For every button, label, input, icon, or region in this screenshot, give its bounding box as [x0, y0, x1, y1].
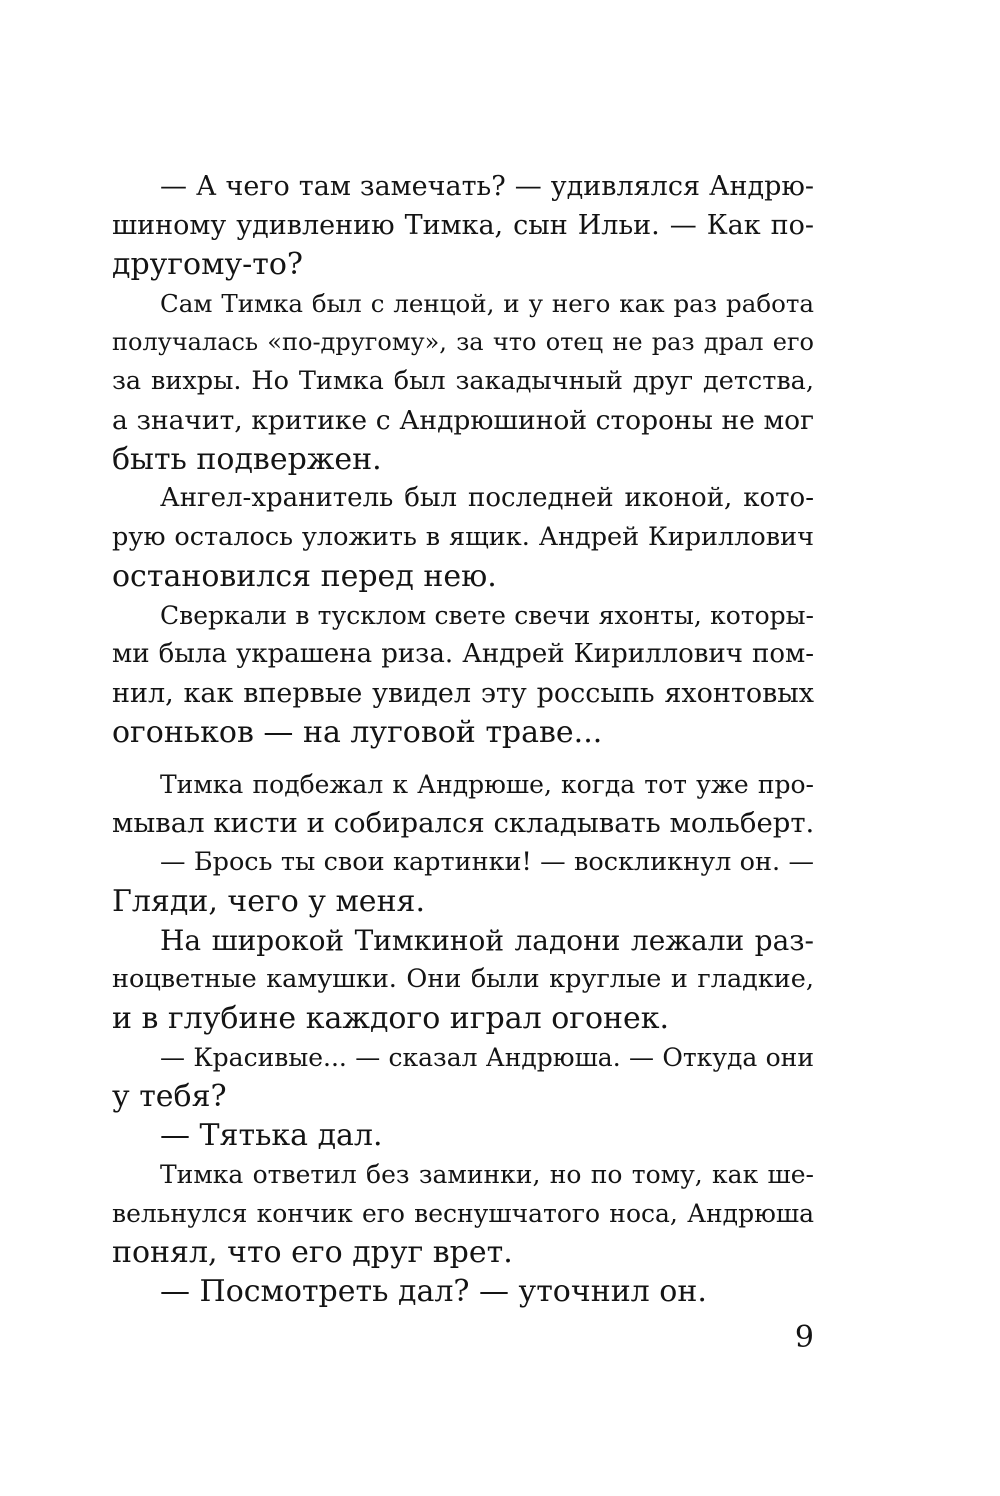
text-line: — А чего там замечать? — удивлялся Андрю-: [160, 171, 814, 202]
text-line: получалась «по-другому», за что отец не раз драл его: [112, 328, 814, 356]
text-section-2: [112, 765, 814, 1311]
text-line: за вихры. Но Тимка был закадычный друг детства,: [112, 366, 814, 396]
text-line: Сам Тимка был с ленцой, и у него как раз работа: [160, 289, 814, 318]
text-line: рую осталось уложить в ящик. Андрей Кириллович: [112, 522, 814, 552]
text-line: огоньков — на луговой траве...: [112, 715, 603, 750]
text-line: — Брось ты свои картинки! — воскликнул он. —: [160, 847, 814, 877]
text-line: ноцветные камушки. Они были круглые и гладкие,: [112, 964, 814, 994]
text-line: а значит, критике с Андрюшиной стороны не мог: [112, 405, 814, 436]
text-line: Ангел-хранитель был последней иконой, кото-: [160, 483, 814, 513]
text-line: Тимка подбежал к Андрюше, когда тот уже про-: [160, 770, 814, 799]
text-line: шиному удивлению Тимка, сын Ильи. — Как по-: [112, 210, 814, 241]
text-line: — Тятька дал.: [160, 1118, 383, 1153]
text-line: — Посмотреть дал? — уточнил он.: [160, 1274, 707, 1309]
text-line: Гляди, чего у меня.: [112, 884, 426, 919]
text-line: и в глубине каждого играл огонек.: [112, 1001, 670, 1036]
text-line: нил, как впервые увидел эту россыпь яхонтовых: [112, 678, 814, 709]
text-line: понял, что его друг врет.: [112, 1235, 513, 1270]
text-line: — Красивые... — сказал Андрюша. — Откуда они: [160, 1043, 814, 1072]
text-line: Тимка ответил без заминки, но по тому, как ше-: [160, 1160, 814, 1189]
text-line: вельнулся кончик его веснушчатого носа, Андрюша: [112, 1199, 814, 1228]
text-line: мывал кисти и собирался складывать мольберт.: [112, 807, 815, 839]
text-line: ми была украшена риза. Андрей Кириллович пом-: [112, 639, 814, 669]
text-line: быть подвержен.: [112, 442, 382, 477]
page-number: 9: [794, 1320, 814, 1355]
text-line: Сверкали в тусклом свете свечи яхонты, которы-: [160, 601, 814, 630]
text-line: остановился перед нею.: [112, 559, 497, 594]
text-line: На широкой Тимкиной ладони лежали раз-: [160, 924, 814, 957]
text-section-1: [112, 167, 814, 752]
text-line: другому-то?: [112, 247, 303, 282]
text-line: у тебя?: [112, 1079, 227, 1114]
